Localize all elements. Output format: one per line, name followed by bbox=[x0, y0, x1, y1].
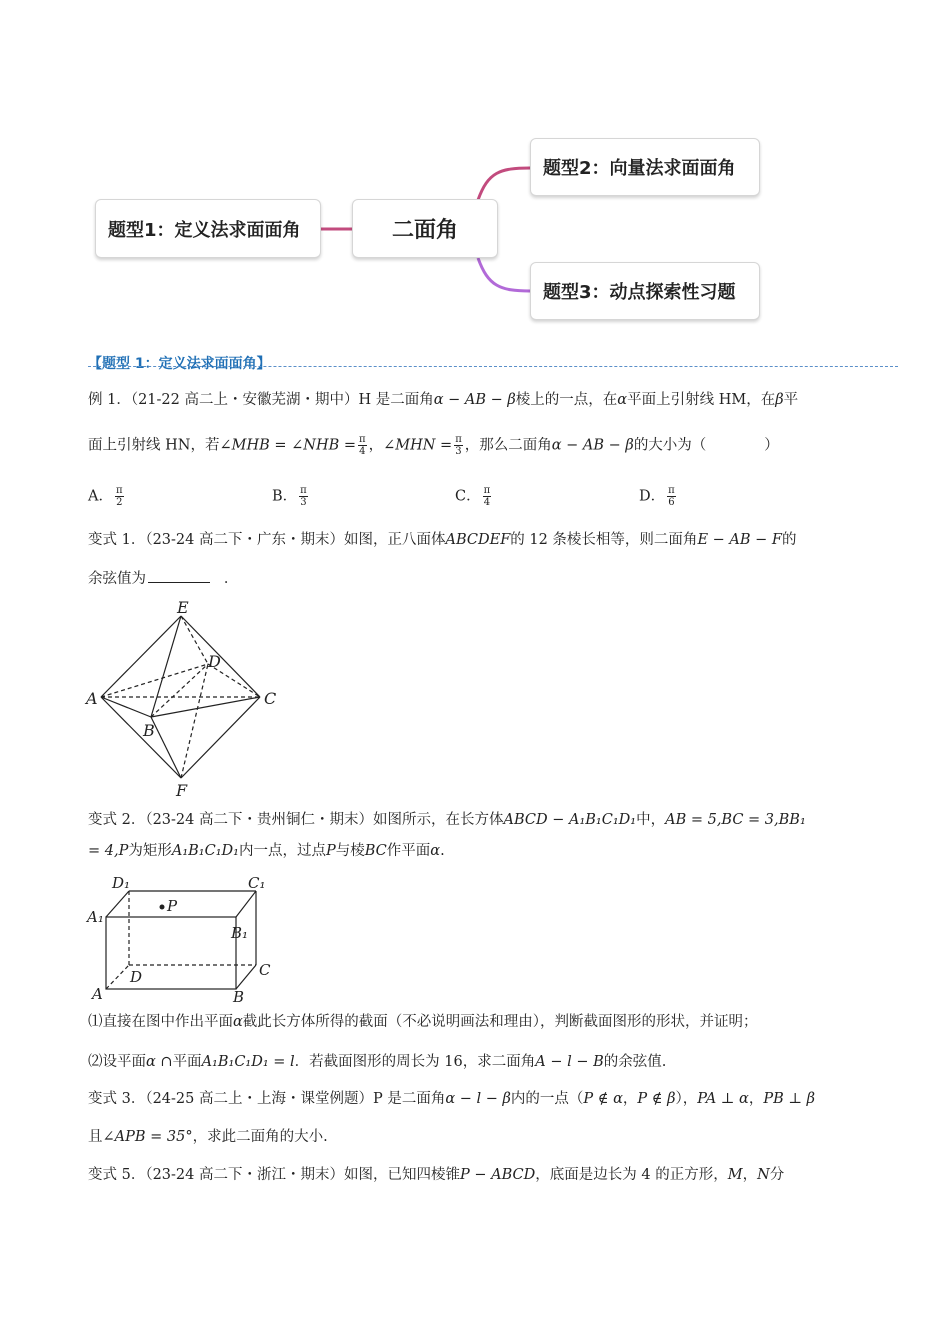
mindmap-connectors bbox=[0, 0, 950, 340]
section-title: 【题型 1：定义法求面面角】 bbox=[88, 356, 271, 372]
mindmap-center-node: 二面角 bbox=[352, 199, 498, 258]
point-P bbox=[160, 905, 165, 910]
label-E: E bbox=[177, 598, 189, 617]
mindmap-node-type2: 题型2：向量法求面面角 bbox=[530, 138, 760, 196]
label-C: C bbox=[259, 961, 271, 979]
label-B1: B₁ bbox=[231, 924, 249, 942]
label-B: B bbox=[233, 988, 245, 1006]
example1-line2: 面上引射线 HN，若∠MHB = ∠NHB = $\frac{\pi}{4}$ ，∠MHN = $\frac{\pi}{3}$ ，那么二面角α − AB − β的大小为（ ） bbox=[88, 434, 779, 457]
example1-option-b[interactable]: B． $\frac{\pi}{3}$ bbox=[272, 485, 307, 508]
label-A: A bbox=[92, 985, 103, 1003]
example1-option-c[interactable]: C． $\frac{\pi}{4}$ bbox=[455, 485, 491, 508]
section-divider bbox=[88, 366, 898, 367]
label-B: B bbox=[143, 721, 155, 740]
cuboid-figure bbox=[84, 872, 284, 1007]
example1-line1: 例 1．（21-22 高二上・安徽芜湖・期中）H 是二面角α − AB − β棱上的一点，在α平面上引射线 HM，在β平 bbox=[88, 392, 799, 408]
answer-blank[interactable] bbox=[148, 582, 210, 583]
variant3-line1: 变式 3．（24-25 高二上・上海・课堂例题）P 是二面角α − l − β内的一点（P ∉ α，P ∉ β），PA ⊥ α，PB ⊥ β bbox=[88, 1091, 815, 1107]
octahedron-figure bbox=[80, 598, 290, 798]
example1-option-d[interactable]: D． $\frac{\pi}{6}$ bbox=[639, 485, 675, 508]
label-P: P bbox=[167, 897, 178, 915]
variant1-line2: 余弦值为 ． bbox=[88, 571, 239, 587]
label-A: A bbox=[86, 689, 98, 708]
mindmap-node-type1: 题型1：定义法求面面角 bbox=[95, 199, 321, 258]
connector-top bbox=[478, 168, 530, 200]
example1-option-a[interactable]: A． $\frac{\pi}{2}$ bbox=[88, 485, 123, 508]
variant5-line1: 变式 5．（23-24 高二下・浙江・期末）如图，已知四棱锥P − ABCD，底面是边长为 4 的正方形，M，N分 bbox=[88, 1167, 785, 1183]
label-D1: D₁ bbox=[112, 874, 131, 892]
label-C: C bbox=[264, 689, 277, 708]
label-C1: C₁ bbox=[248, 874, 266, 892]
variant1-line1: 变式 1．（23-24 高二下・广东・期末）如图，正八面体ABCDEF的 12 条棱长相等，则二面角E − AB − F的 bbox=[88, 532, 797, 548]
label-F: F bbox=[176, 781, 188, 798]
label-D: D bbox=[208, 652, 221, 671]
label-D: D bbox=[130, 968, 143, 986]
label-A1: A₁ bbox=[87, 908, 104, 926]
variant3-line2: 且∠APB = 35°，求此二面角的大小. bbox=[88, 1129, 328, 1145]
connector-bottom bbox=[478, 258, 530, 291]
mindmap-node-type3: 题型3：动点探索性习题 bbox=[530, 262, 760, 320]
variant2-question2: ⑵设平面α ∩平面A₁B₁C₁D₁ = l．若截面图形的周长为 16，求二面角A − l − B的余弦值. bbox=[88, 1054, 667, 1070]
variant2-line1: 变式 2．（23-24 高二下・贵州铜仁・期末）如图所示，在长方体ABCD − A₁B₁C₁D₁中，AB = 5,BC = 3,BB₁ bbox=[88, 812, 806, 828]
variant2-question1: ⑴直接在图中作出平面α截此长方体所得的截面（不必说明画法和理由），判断截面图形的形状，并证明； bbox=[88, 1014, 758, 1030]
variant2-line2: = 4,P为矩形A₁B₁C₁D₁内一点，过点P与棱BC作平面α. bbox=[88, 843, 445, 859]
